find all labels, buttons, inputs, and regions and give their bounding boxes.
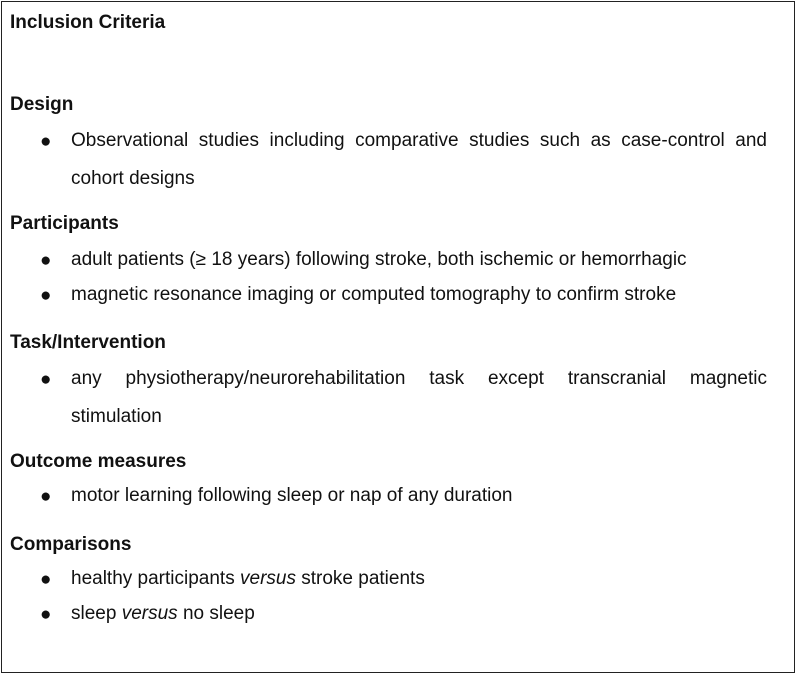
section-heading-outcome: Outcome measures — [10, 451, 187, 472]
section-heading-comparisons: Comparisons — [10, 534, 132, 555]
bullet-icon: ● — [40, 604, 52, 625]
list-item-comparisons-2: sleep versus no sleep — [71, 603, 255, 624]
bullet-icon: ● — [40, 369, 52, 390]
bullet-icon: ● — [40, 285, 52, 306]
section-heading-participants: Participants — [10, 213, 119, 234]
bullet-icon: ● — [40, 486, 52, 507]
list-item-design-1: Observational studies including comparative studies such as case-control and cohort designs — [71, 130, 767, 189]
list-item-participants-2: magnetic resonance imaging or computed tomography to confirm stroke — [71, 284, 677, 305]
list-item-outcome-1: motor learning following sleep or nap of any duration — [71, 485, 513, 506]
bullet-icon: ● — [40, 250, 52, 271]
list-item-participants-1: adult patients (≥ 18 years) following stroke, both ischemic or hemorrhagic — [71, 249, 687, 270]
section-heading-task: Task/Intervention — [10, 332, 166, 353]
list-item-comparisons-1: healthy participants versus stroke patients — [71, 568, 425, 589]
bullet-icon: ● — [40, 131, 52, 152]
bullet-icon: ● — [40, 569, 52, 590]
page-title: Inclusion Criteria — [10, 12, 166, 33]
list-item-task-1: any physiotherapy/neurorehabilitation task except transcranial magnetic stimulation — [71, 368, 767, 427]
section-heading-design: Design — [10, 94, 74, 115]
